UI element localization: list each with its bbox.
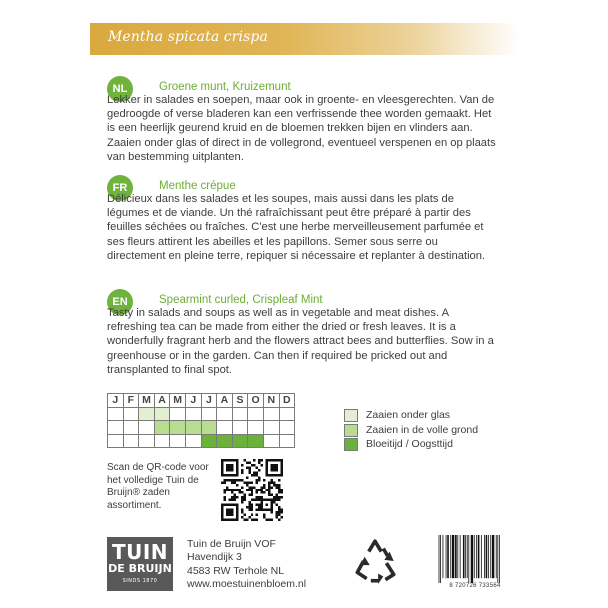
calendar-cell-filled xyxy=(154,421,170,435)
barcode-number: 8 720726 733564 xyxy=(449,583,501,589)
qr-code-icon xyxy=(221,459,283,521)
sowing-calendar xyxy=(107,393,295,448)
lang-name-fr: Menthe crépue xyxy=(159,180,236,192)
lang-text-nl: Lekker in salades en soepen, maar ook in groente- en vleesgerechten. Van de gedroogde of verse bladeren kan een verfrissende thee worden gemaakt. Het is een heerlijk geurend kruid en de bloemen trekken bijen en vlinders aan. Zaaien onder glas of direct in de vollegrond, eventueel verspenen en op plaats van bestemming uitplanten. xyxy=(107,94,496,163)
legend-swatch xyxy=(344,438,358,451)
calendar-month-label: D xyxy=(279,394,295,408)
calendar-month-row xyxy=(108,394,295,408)
calendar-month-label: F xyxy=(123,394,139,408)
calendar-cell xyxy=(139,421,155,435)
calendar-cell-filled xyxy=(232,434,248,448)
brand-logo xyxy=(107,537,173,591)
scan-text: Scan de QR-code voor het volledige Tuin de Bruijn® zaden assortiment. xyxy=(107,462,209,511)
calendar-cell xyxy=(170,407,186,421)
calendar-cell xyxy=(279,421,295,435)
calendar-month-label: M xyxy=(170,394,186,408)
calendar-cell xyxy=(108,421,124,435)
calendar-cell-filled xyxy=(201,421,217,435)
lang-badge-fr: FR xyxy=(107,175,133,201)
legend-label: Zaaien in de volle grond xyxy=(366,423,479,436)
calendar-cell-filled xyxy=(248,434,264,448)
legend-swatch xyxy=(344,424,358,437)
calendar-cell-filled xyxy=(170,421,186,435)
plant-title: Mentha spicata crispa xyxy=(108,29,268,45)
calendar-cell xyxy=(248,407,264,421)
calendar-month-label: S xyxy=(232,394,248,408)
calendar-cell xyxy=(185,434,201,448)
calendar-cell xyxy=(154,434,170,448)
lang-name-nl: Groene munt, Kruizemunt xyxy=(159,81,291,93)
legend-label: Zaaien onder glas xyxy=(366,409,451,421)
lang-name-en: Spearmint curled, Crispleaf Mint xyxy=(159,294,323,306)
calendar-cell xyxy=(139,434,155,448)
calendar-cell xyxy=(263,434,279,448)
lang-badge-en: EN xyxy=(107,289,133,315)
calendar-cell xyxy=(170,434,186,448)
calendar-cell xyxy=(263,407,279,421)
calendar-cell xyxy=(232,421,248,435)
calendar-cell xyxy=(201,407,217,421)
calendar-cell-filled xyxy=(154,407,170,421)
calendar-month-label: J xyxy=(185,394,201,408)
calendar-cell xyxy=(123,407,139,421)
calendar-row-sow_under_glass xyxy=(108,407,295,421)
calendar-month-label: A xyxy=(154,394,170,408)
calendar-cell-filled xyxy=(139,407,155,421)
calendar-cell-filled xyxy=(201,434,217,448)
calendar-cell-filled xyxy=(185,421,201,435)
recycle-icon xyxy=(349,536,401,588)
company-street: Havendijk 3 xyxy=(187,551,242,564)
calendar-month-label: J xyxy=(108,394,124,408)
calendar-cell xyxy=(123,434,139,448)
logo-line-1: TUIN xyxy=(111,540,169,564)
lang-text-en: Tasty in salads and soups as well as in vegetable and meat dishes. A refreshing tea can be made from either the dried or fresh leaves. It is a wonderfully fragrant herb and the flowers attract bees and butterflies. Sow in a greenhouse or in the garden. Can then if required be pricked out and transplanted to final spot. xyxy=(107,307,494,376)
company-address xyxy=(187,538,306,592)
legend-label: Bloeitijd / Oogsttijd xyxy=(366,438,453,450)
calendar-cell xyxy=(232,407,248,421)
calendar-cell xyxy=(263,421,279,435)
calendar-row-flowering_harvest xyxy=(108,434,295,448)
calendar-cell-filled xyxy=(217,434,233,448)
calendar-cell xyxy=(217,407,233,421)
calendar-cell xyxy=(108,407,124,421)
calendar-cell xyxy=(248,421,264,435)
company-website: www.moestuinenbloem.nl xyxy=(187,578,307,591)
company-city: 4583 RW Terhole NL xyxy=(187,564,285,577)
lang-badge-nl: NL xyxy=(107,76,133,102)
calendar-cell xyxy=(185,407,201,421)
calendar-cell xyxy=(279,407,295,421)
calendar-month-label: J xyxy=(201,394,217,408)
barcode-icon xyxy=(437,535,513,583)
calendar-month-label: M xyxy=(139,394,155,408)
calendar-month-label: A xyxy=(217,394,233,408)
calendar-cell xyxy=(279,434,295,448)
calendar-month-label: N xyxy=(263,394,279,408)
calendar-cell xyxy=(123,421,139,435)
calendar-row-sow_open_ground xyxy=(108,421,295,435)
legend-swatch xyxy=(344,409,358,422)
lang-text-fr: Délicieux dans les salades et les soupes, mais aussi dans les plats de légumes et de viande. Un thé rafraîchissant peut être préparé à partir des feuilles séchées ou fraîches. C'est une herbe merveilleusement parfumée et ses fleurs attirent les abeilles et les papillons. Semer sous serre ou directement en pleine terre, repiquer si nécessaire et replanter à destination. xyxy=(107,193,486,262)
calendar-month-label: O xyxy=(248,394,264,408)
calendar-cell xyxy=(108,434,124,448)
logo-line-2: DE BRUIJN xyxy=(108,562,172,575)
logo-line-3: SINDS 1870 xyxy=(122,578,158,584)
calendar-cell xyxy=(217,421,233,435)
company-name: Tuin de Bruijn VOF xyxy=(187,538,276,550)
